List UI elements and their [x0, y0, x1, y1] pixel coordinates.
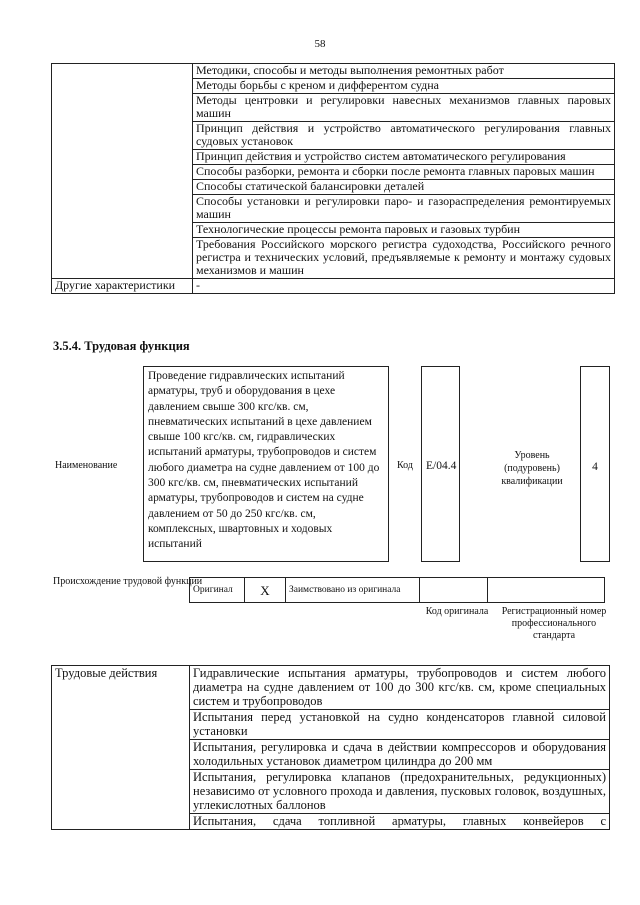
- knowledge-item: Технологические процессы ремонта паровых и газовых турбин: [193, 223, 615, 238]
- other-characteristics-label: Другие характеристики: [52, 279, 193, 294]
- knowledge-item: Методики, способы и методы выполнения ремонтных работ: [193, 64, 615, 79]
- knowledge-table: [51, 63, 615, 294]
- page-number: 58: [314, 38, 326, 50]
- qualification-level-label: Уровень (подуровень) квалификации: [501, 450, 563, 487]
- other-characteristics-value: -: [193, 279, 615, 294]
- code-label: Код: [397, 460, 413, 471]
- knowledge-item: Методы борьбы с креном и дифферентом судна: [193, 79, 615, 94]
- name-label: Наименование: [55, 460, 118, 471]
- section-title: 3.5.4. Трудовая функция: [53, 339, 190, 353]
- original-label: Оригинал: [190, 578, 245, 603]
- labor-action-item: Гидравлические испытания арматуры, трубопроводов и систем любого диаметра на судне давлением от 100 до 300 кгс/кв. см, кроме специальных систем и трубопроводов: [190, 666, 610, 710]
- knowledge-item: Требования Российского морского регистра судоходства, Российского речного регистра и технических условий, предъявляемые к ремонту и монтажу судовых механизмов и машин: [193, 238, 615, 279]
- qualification-level-box: [580, 366, 610, 562]
- origin-table: [189, 577, 605, 603]
- origin-label: Происхождение трудовой функции: [53, 576, 203, 587]
- original-mark: X: [245, 578, 286, 603]
- labor-actions-label: Трудовые действия: [52, 666, 190, 830]
- labor-action-item: Испытания, сдача топливной арматуры, главных конвейеров с: [190, 814, 610, 830]
- origin-code-caption: Код оригинала: [425, 606, 489, 617]
- labor-action-item: Испытания, регулировка клапанов (предохранительных, редукционных) независимо от условного прохода и давления, пусковых головок, воздушных, углекислотных баллонов: [190, 770, 610, 814]
- knowledge-item: Способы статической балансировки деталей: [193, 180, 615, 195]
- origin-reg-cell: [488, 578, 605, 603]
- function-name-box: Проведение гидравлических испытаний арматуры, труб и оборудования в цехе давлением свыше 300 кгс/кв. см, пневматических испытаний в цехе давлением свыше 100 кгс/кв. см, гидравлических испытаний арматуры, трубопроводов и систем любого диаметра на судне давлением от 100 до 300 кгс/кв. см, пневматических испытаний арматуры, трубопроводов и систем на судне давлением от 50 до 250 кгс/кв. см, комплексных, швартовных и ходовых испытаний: [143, 366, 389, 562]
- knowledge-item: Принцип действия и устройство систем автоматического регулирования: [193, 150, 615, 165]
- labor-action-item: Испытания перед установкой на судно конденсаторов главной силовой установки: [190, 710, 610, 740]
- labor-action-item: Испытания, регулировка и сдача в действии компрессоров и оборудования холодильных установок диаметром цилиндра до 200 мм: [190, 740, 610, 770]
- origin-code-cell: [420, 578, 488, 603]
- qualification-level-value: 4: [592, 461, 598, 473]
- code-value: E/04.4: [426, 460, 457, 472]
- knowledge-item: Способы установки и регулировки паро- и газораспределения ремонтируемых машин: [193, 195, 615, 223]
- knowledge-item: Принцип действия и устройство автоматического регулирования главных судовых установок: [193, 122, 615, 150]
- knowledge-item: Способы разборки, ремонта и сборки после ремонта главных паровых машин: [193, 165, 615, 180]
- knowledge-label-cell: [52, 64, 193, 279]
- labor-actions-table: [51, 665, 610, 830]
- borrowed-label: Заимствовано из оригинала: [286, 578, 420, 603]
- origin-reg-caption: Регистрационный номер профессионального стандарта: [501, 606, 607, 641]
- knowledge-item: Методы центровки и регулировки навесных механизмов главных паровых машин: [193, 94, 615, 122]
